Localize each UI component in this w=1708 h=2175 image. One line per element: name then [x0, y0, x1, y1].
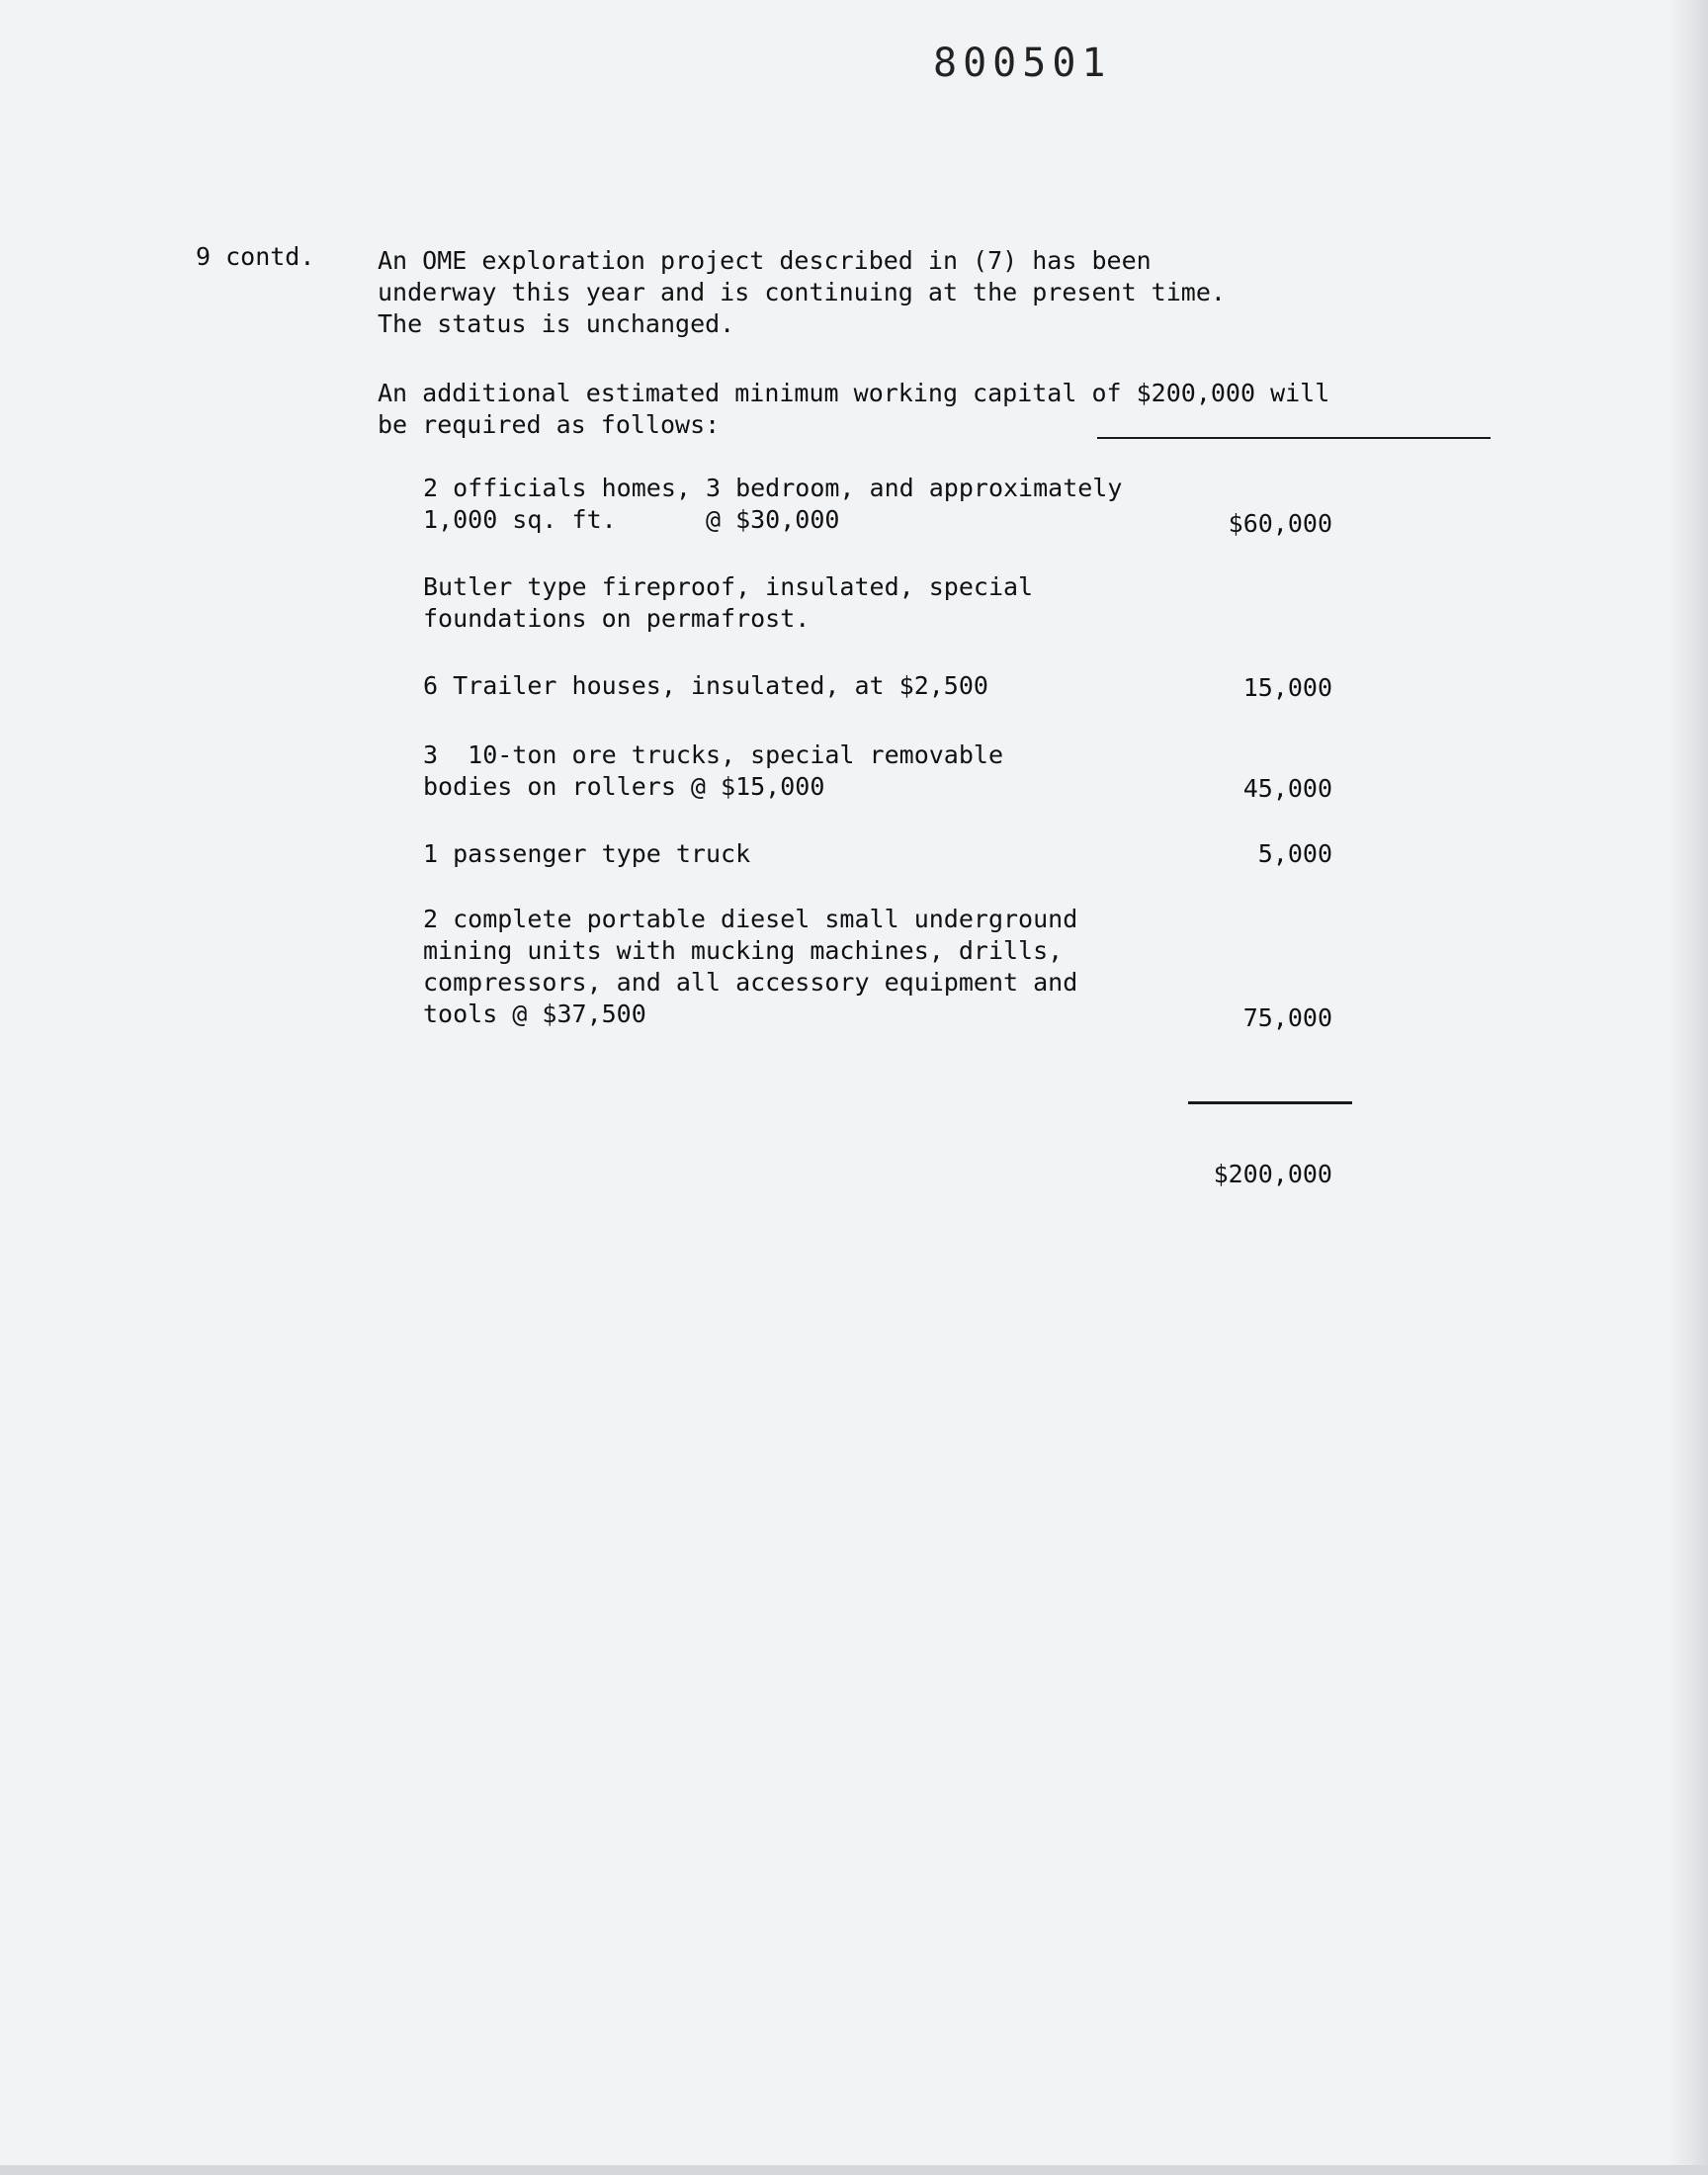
section-label: 9 contd.	[196, 242, 315, 271]
description-line: tools @ $37,500	[423, 1000, 646, 1028]
description-line: bodies on rollers @ $15,000	[423, 772, 825, 801]
line-item	[423, 904, 1332, 1042]
amount-column-rule	[1097, 437, 1491, 439]
line-item-description	[423, 838, 750, 870]
paragraph-line: An additional estimated minimum working capital of $200,000 will	[378, 379, 1330, 407]
description-line: 1,000 sq. ft. @ $30,000	[423, 505, 840, 534]
line-item-amount: 5,000	[1257, 839, 1332, 868]
document-number: 800501	[933, 41, 1112, 86]
description-line: 2 officials homes, 3 bedroom, and approximately	[423, 474, 1123, 502]
line-item-description	[423, 904, 1077, 1030]
description-line: 6 Trailer houses, insulated, at $2,500	[423, 671, 988, 700]
total-amount: $200,000	[1213, 1160, 1332, 1188]
line-item-amount: 75,000	[1242, 1003, 1332, 1032]
description-line: Butler type fireproof, insulated, special	[423, 572, 1034, 601]
description-line: 2 complete portable diesel small underground	[423, 905, 1078, 933]
line-item-amount: 15,000	[1242, 673, 1332, 702]
description-line: foundations on permafrost.	[423, 604, 811, 633]
status-paragraph	[378, 245, 1445, 340]
line-item-amount: 45,000	[1242, 774, 1332, 803]
description-line: 3 10-ton ore trucks, special removable	[423, 740, 1003, 769]
paragraph-line: be required as follows:	[378, 410, 721, 439]
paragraph-line: An OME exploration project described in (7) has been	[378, 246, 1152, 275]
page-bottom-edge	[0, 2165, 1708, 2175]
description-line: 1 passenger type truck	[423, 839, 751, 868]
description-line: mining units with mucking machines, drills,	[423, 936, 1064, 965]
line-item-description	[423, 571, 1033, 635]
capital-paragraph	[378, 378, 1445, 441]
page-edge-shadow	[1668, 0, 1708, 2175]
paragraph-line: The status is unchanged.	[378, 309, 735, 338]
line-item-description	[423, 740, 1003, 803]
description-line: compressors, and all accessory equipment and	[423, 968, 1078, 997]
line-item-description	[423, 473, 1122, 536]
total-rule	[1188, 1101, 1352, 1104]
line-item-amount: $60,000	[1228, 509, 1332, 538]
line-item-description	[423, 670, 988, 702]
paragraph-line: underway this year and is continuing at the present time.	[378, 278, 1226, 306]
